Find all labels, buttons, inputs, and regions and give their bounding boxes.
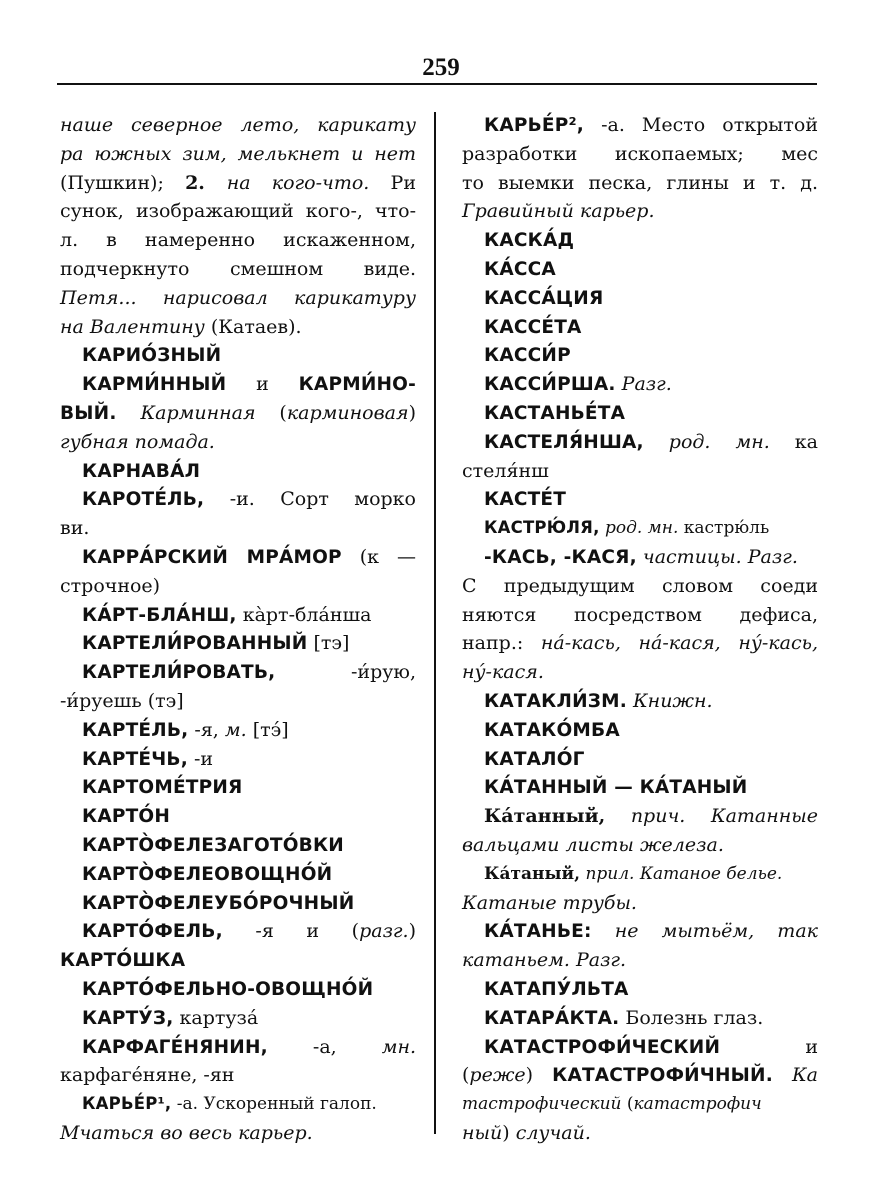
italic-text: случай. (515, 1121, 591, 1144)
text-segment: (Пушкин); (60, 171, 186, 194)
text-line (462, 169, 818, 198)
text-segment: подчеркнуто смешном виде. (60, 257, 416, 280)
text-segment: ( (621, 1094, 634, 1115)
text-line (60, 428, 416, 457)
text-segment: С предыдущим словом соеди (462, 574, 818, 597)
headword: КАРТО́Н (82, 806, 171, 828)
text-segment: -и (187, 747, 214, 770)
text-segment: (к — (341, 545, 416, 568)
text-line (462, 457, 818, 486)
text-segment: картуза́ (173, 1006, 259, 1029)
text-segment: ) (525, 1064, 553, 1087)
header-rule (57, 83, 817, 85)
text-segment: -а. Ускоренный галоп. (171, 1094, 377, 1115)
headword: КАРМИ́ННЫЙ (82, 374, 227, 396)
italic-text: Ка (772, 1064, 819, 1087)
italic-text: ну́-кася. (462, 661, 544, 684)
italic-text: Петя... нарисовал карикатуру (60, 286, 416, 309)
text-line (60, 457, 416, 486)
headword: КАРЬЕ́Р¹, (82, 1094, 172, 1114)
headword: КАТАКЛИ́ЗМ. (484, 690, 627, 712)
italic-text: мн. (381, 1035, 416, 1058)
text-line (462, 946, 818, 975)
text-line (60, 255, 416, 284)
headword: КАТАРА́КТА. (484, 1007, 620, 1029)
headword: КАРТЕ́ЛЬ, (82, 719, 189, 741)
headword: КАРРА́РСКИЙ МРА́МОР (82, 546, 342, 568)
text-segment: ка̀рт-бла́нша (236, 603, 372, 626)
text-line (462, 1090, 818, 1119)
headword: ВЫЙ. (60, 402, 117, 424)
text-line (462, 658, 818, 687)
text-segment: разработки ископаемых; мес (462, 142, 818, 165)
text-line (60, 313, 416, 342)
text-line (60, 802, 416, 831)
text-line (462, 226, 818, 255)
headword: КАСТЕ́Т (484, 489, 567, 511)
headword: КАСТАНЬЕ́ТА (484, 402, 626, 424)
headword: КАРМИ́НО- (298, 374, 416, 396)
headword: КА́ТАННЫЙ — КА́ТАНЫЙ (484, 777, 748, 799)
headword: КА́ТАНЬЕ: (484, 921, 592, 943)
headword: -КАСЬ, -КАСЯ, (484, 546, 637, 568)
headword: КАСТРЮ́ЛЯ, (484, 518, 600, 538)
text-line (60, 629, 416, 658)
text-segment: [тэ́] (246, 718, 289, 741)
text-segment: ( (255, 401, 287, 424)
text-line (462, 284, 818, 313)
text-segment: стеля́нш (462, 459, 549, 482)
text-line (462, 1061, 818, 1090)
text-segment: строчное) (60, 574, 161, 597)
italic-text: на́-кась, на́-кася, ну́-кась, (540, 632, 818, 655)
headword: КАСКА́Д (484, 230, 575, 252)
text-line (462, 975, 818, 1004)
text-segment: -я и ( (222, 920, 360, 943)
text-line (60, 1004, 416, 1033)
text-line (60, 860, 416, 889)
text-line (462, 197, 818, 226)
headword: КАРТО̀ФЕЛЕУБО́РОЧНЫЙ (82, 892, 355, 914)
italic-text: катастрофич (633, 1094, 762, 1115)
italic-text: на кого-что. (226, 171, 370, 194)
text-line (60, 543, 416, 572)
text-line (462, 370, 818, 399)
headword: КА́ССА (484, 258, 556, 280)
headword: КАРТУ́З, (82, 1007, 174, 1029)
headword: КАССА́ЦИЯ (484, 287, 604, 309)
text-line (462, 255, 818, 284)
text-line (462, 745, 818, 774)
text-segment: то выемки песка, глины и т. д. (462, 171, 818, 194)
text-line (462, 428, 818, 457)
text-line (462, 1119, 818, 1148)
text-segment: (Катаев). (204, 315, 302, 338)
text-line (462, 716, 818, 745)
left-column (60, 111, 416, 1148)
text-segment: ви. (60, 517, 90, 540)
page-number: 259 (422, 54, 460, 81)
text-line (60, 1090, 416, 1119)
text-segment: 2. (185, 171, 227, 194)
italic-text: м. (224, 718, 247, 741)
headword: КАРИО́ЗНЫЙ (82, 345, 222, 367)
italic-text: не мытьём, так (591, 920, 818, 943)
italic-text: тастрофический (462, 1094, 622, 1115)
italic-text: на Валентину (60, 315, 205, 338)
headword: КАРНАВА́Л (82, 460, 201, 482)
text-segment: Болезнь глаз. (619, 1006, 764, 1029)
italic-text: частицы. Разг. (636, 545, 798, 568)
headword: КАСТЕЛЯ́НША, (484, 431, 644, 453)
text-line (60, 687, 416, 716)
headword: КАРТЕЛИ́РОВАТЬ, (82, 662, 276, 684)
italic-text: наше северное лето, карикату (60, 114, 416, 136)
text-line (462, 399, 818, 428)
headword: КАРТО̀ФЕЛЕОВОЩНО́Й (82, 863, 333, 885)
text-segment: кастрю́ль (678, 518, 770, 539)
text-line (462, 341, 818, 370)
italic-text: прил. Катаное белье. (580, 863, 783, 884)
headword: КАССЕ́ТА (484, 316, 582, 338)
text-line (462, 802, 818, 831)
right-column (462, 111, 818, 1148)
italic-text: Разг. (615, 373, 672, 396)
headword: КАРТО̀ФЕЛЕЗАГОТО́ВКИ (82, 834, 344, 856)
text-segment: ка (769, 430, 818, 453)
text-line (60, 485, 416, 514)
headword: КАТАСТРОФИ́ЧНЫЙ. (552, 1065, 773, 1087)
text-segment: и (720, 1035, 818, 1058)
text-line (60, 946, 416, 975)
italic-text: ный (462, 1121, 503, 1144)
headword: КАССИ́РША. (484, 374, 616, 396)
text-line (462, 485, 818, 514)
text-segment: и (226, 373, 299, 396)
headword: КАТАПУ́ЛЬТА (484, 978, 629, 1000)
text-line (462, 543, 818, 572)
text-line (462, 831, 818, 860)
text-line (60, 169, 416, 198)
italic-text: род. мн. (599, 518, 679, 539)
text-line (60, 197, 416, 226)
text-line (60, 975, 416, 1004)
headword: КАРОТЕ́ЛЬ, (82, 489, 205, 511)
italic-text: Мчаться во весь карьер. (60, 1121, 313, 1144)
text-line (60, 831, 416, 860)
text-line (60, 745, 416, 774)
text-line (462, 917, 818, 946)
text-segment: -и. Сорт морко (204, 488, 416, 511)
headword: КАРФАГЕ́НЯНИН, (82, 1036, 268, 1058)
text-segment: ) (408, 401, 416, 424)
text-segment: л. в намеренно искаженном, (60, 229, 416, 252)
text-line (462, 313, 818, 342)
headword: КА́РТ-БЛА́НШ, (82, 604, 237, 626)
column-divider (434, 112, 436, 1134)
text-line (462, 1033, 818, 1062)
headword: КАТАЛО́Г (484, 748, 585, 770)
text-segment: -и́рую, (275, 661, 416, 684)
text-segment: няются посредством дефиса, (462, 603, 818, 626)
headword: КАРТО́ФЕЛЬ, (82, 921, 223, 943)
text-line (462, 860, 818, 889)
text-line (462, 572, 818, 601)
italic-text: Катаные трубы. (462, 891, 637, 914)
headword: КАРТО́ФЕЛЬНО-ОВОЩНО́Й (82, 978, 374, 1000)
text-line (60, 226, 416, 255)
headword: КАРТОМЕ́ТРИЯ (82, 777, 243, 799)
text-line (60, 889, 416, 918)
italic-text: Карминная (116, 401, 256, 424)
italic-text: ра южных зим, мелькнет и нет (60, 142, 416, 165)
text-line (462, 514, 818, 543)
text-line (60, 1061, 416, 1090)
text-segment: -а, (267, 1035, 382, 1058)
text-segment: Ка́танный, (484, 805, 606, 828)
headword: КАРЬЕ́Р², (484, 115, 585, 136)
italic-text: род. мн. (643, 430, 770, 453)
text-line (60, 341, 416, 370)
text-line (60, 284, 416, 313)
headword: КАТАСТРОФИ́ЧЕСКИЙ (484, 1036, 721, 1058)
text-segment: -я, (188, 718, 225, 741)
text-segment: Ка́таный, (484, 863, 581, 884)
text-segment: -и́руешь (тэ] (60, 689, 184, 712)
italic-text: реже (469, 1064, 526, 1087)
text-line (60, 572, 416, 601)
text-segment: сунок, изображающий кого-, что- (60, 200, 416, 223)
text-segment: ( (462, 1064, 470, 1087)
text-line (462, 601, 818, 630)
text-line (462, 140, 818, 169)
text-line (462, 111, 818, 140)
text-line (60, 399, 416, 428)
text-line (60, 111, 416, 140)
italic-text: катаньем. Разг. (462, 949, 627, 972)
italic-text: Книжн. (626, 689, 713, 712)
text-line (462, 889, 818, 918)
text-line (462, 1004, 818, 1033)
headword: КАССИ́Р (484, 345, 571, 367)
headword: КАТАКО́МБА (484, 719, 620, 741)
text-segment: -а. Место открытой (584, 114, 818, 136)
text-line (60, 773, 416, 802)
text-segment: Ри (369, 171, 416, 194)
text-segment: напр.: (462, 632, 541, 655)
italic-text: прич. Катанные (605, 805, 818, 828)
italic-text: вальцами листы железа. (462, 833, 724, 856)
text-segment: карфаге́няне, -ян (60, 1064, 235, 1087)
text-line (462, 629, 818, 658)
italic-text: карминовая (286, 401, 409, 424)
italic-text: разг. (359, 920, 409, 943)
text-line (60, 514, 416, 543)
headword: КАРТО́ШКА (60, 950, 186, 972)
text-segment: ) (408, 920, 416, 943)
text-line (462, 687, 818, 716)
text-line (60, 917, 416, 946)
text-segment: [тэ] (307, 632, 350, 655)
text-line (60, 601, 416, 630)
headword: КАРТЕЛИ́РОВАННЫЙ (82, 633, 308, 655)
text-segment: ) (502, 1121, 516, 1144)
text-line (60, 716, 416, 745)
italic-text: Гравийный карьер. (462, 200, 655, 223)
text-line (60, 1119, 416, 1148)
text-line (60, 370, 416, 399)
text-line (60, 140, 416, 169)
italic-text: губная помада. (60, 430, 215, 453)
text-line (462, 773, 818, 802)
text-line (60, 658, 416, 687)
text-line (60, 1033, 416, 1062)
headword: КАРТЕ́ЧЬ, (82, 748, 188, 770)
